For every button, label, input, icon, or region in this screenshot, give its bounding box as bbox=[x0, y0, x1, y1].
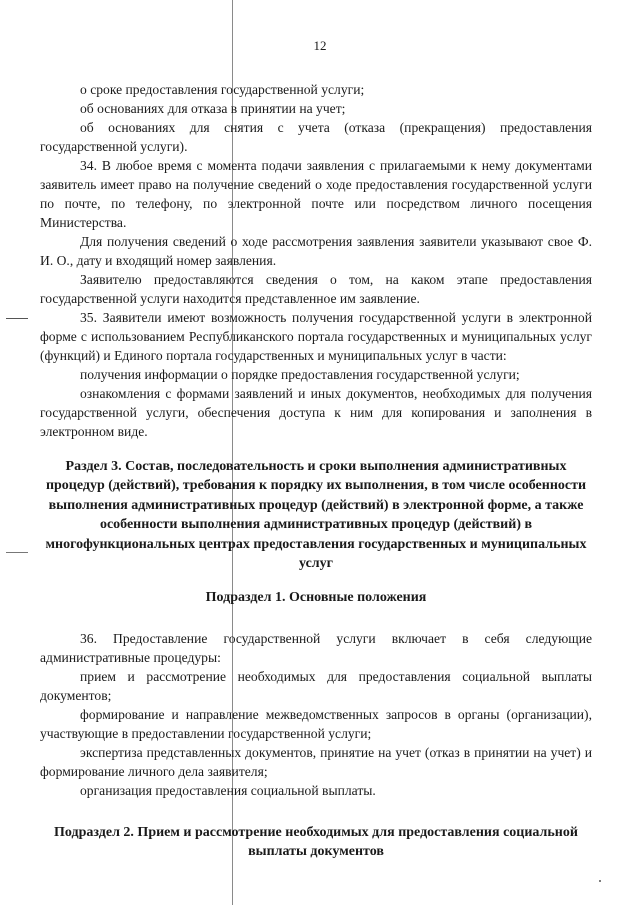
paragraph-34-info: Для получения сведений о ходе рассмотрения заявления заявители указывают свое Ф. И. О., дату и входящий номер заявления. bbox=[40, 234, 592, 268]
scan-dot bbox=[599, 880, 601, 882]
paragraph-34-stage: Заявителю предоставляются сведения о том, на каком этапе предоставления государственной услуги находится представленное им заявление. bbox=[40, 272, 592, 306]
paragraph-35: 35. Заявители имеют возможность получения государственной услуги в электронной форме с использованием Республиканского портала государственных и муниципальных услуг (функций) и Единого портала государственных и муниципальных услуг в части: bbox=[40, 310, 592, 363]
list-item: формирование и направление межведомственных запросов в органы (организации), участвующие в предоставлении государственной услуги; bbox=[40, 706, 592, 741]
subsection-1-title: Подраздел 1. Основные положения bbox=[205, 590, 427, 606]
section-3-title: Раздел 3. Состав, последовательность и сроки выполнения административных процедур (действий), требования к порядку их выполнения, в том числе особенности выполнения административных процедур (действий) в электронной форме, а также особенности выполнения административных процедур (действий) в многофункциональных центрах предоставления государственных и муниципальных услуг bbox=[45, 459, 587, 572]
list-item: прием и рассмотрение необходимых для предоставления социальной выплаты документов; bbox=[40, 668, 592, 703]
document-body bbox=[40, 80, 592, 862]
list-item: о сроке предоставления государственной услуги; bbox=[80, 82, 365, 97]
scan-margin-mark bbox=[6, 552, 28, 553]
paragraph-36: 36. Предоставление государственной услуги включает в себя следующие административные процедуры: bbox=[40, 630, 592, 665]
list-item: об основаниях для отказа в принятии на учет; bbox=[80, 101, 346, 116]
subsection-2-title: Подраздел 2. Прием и рассмотрение необходимых для предоставления социальной выплаты документов bbox=[54, 824, 578, 860]
list-item: ознакомления с формами заявлений и иных документов, необходимых для получения государственной услуги, обеспечения доступа к ним для копирования и заполнения в электронном виде. bbox=[40, 386, 592, 439]
paragraph-34: 34. В любое время с момента подачи заявления с прилагаемыми к нему документами заявитель имеет право на получение сведений о ходе предоставления государственной услуги по почте, по телефону, по электронной почте или посредством личного посещения Министерства. bbox=[40, 158, 592, 230]
list-item: экспертиза представленных документов, принятие на учет (отказ в принятии на учет) и формирование личного дела заявителя; bbox=[40, 744, 592, 779]
list-item: об основаниях для снятия с учета (отказа (прекращения) предоставления государственной услуги). bbox=[40, 120, 592, 154]
list-item: организация предоставления социальной выплаты. bbox=[80, 782, 376, 798]
list-item: получения информации о порядке предоставления государственной услуги; bbox=[80, 367, 520, 382]
page-number: 12 bbox=[313, 38, 327, 53]
scan-margin-mark bbox=[6, 318, 28, 319]
